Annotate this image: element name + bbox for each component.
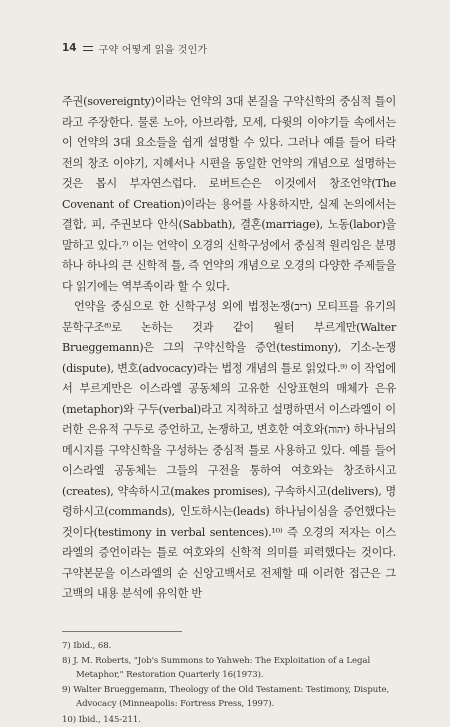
footnote-10: 10) Ibid., 145-211. xyxy=(62,714,141,725)
footnotes xyxy=(62,639,396,727)
header-separator-icon xyxy=(83,46,93,51)
page-number: 14 xyxy=(62,42,77,54)
book-title: 구약 어떻게 읽을 것인가 xyxy=(98,44,208,56)
paragraph-2: 언약을 중심으로 한 신학구성 외에 법정논쟁(ריב) 모티프를 유기의 문학구조⁸⁾로 논하는 것과 같이 월터 부르게만(Walter Brueggemann)은 그의 구약신학을 증언(testimony), 기소-논쟁(dispute), 변호(advocacy)라는 법정 개념의 틀로 읽었다.⁹⁾ 이 작업에서 부르게만은 이스라엘 공동체의 고유한 신앙표현의 매체가 은유(metaphor)와 구두(verbal)라고 지적하고 설명하면서 이스라엘이 이러한 은유적 구두로 증언하고, 논쟁하고, 변호한 여호와(יהוה) 하나님의 메시지를 구약신학을 구성하는 중심적 틀로 사용하고 있다. 예를 들어 이스라엘 공동체는 그들의 구전을 통하여 여호와는 창조하시고(creates), 약속하시고(makes promises), 구속하시고(delivers), 명령하시고(commands), 인도하시는(leads) 하나님이심을 증언했다는 것이다(testimony in verbal sentences).¹⁰⁾ 즉 오경의 저자는 이스라엘의 증언이라는 틀로 여호와의 신학적 의미를 피력했다는 것이다. 구약본문을 이스라엘의 순 신앙고백서로 전제할 때 이러한 접근은 그 고백의 내용 분석에 유익한 반 xyxy=(62,300,396,600)
footnote-9: 9) Walter Brueggemann, Theology of the Old Testament: Testimony, Dispute, Advocacy (Minneapolis: Fortress Press, 1997). xyxy=(62,685,390,710)
paragraph-1: 주권(sovereignty)이라는 언약의 3대 본질을 구약신학의 중심적 틀이라고 주장한다. 물론 노아, 아브라함, 모세, 다윗의 이야기들 속에서는 이 언약의 3대 요소들을 쉽게 설명할 수 있다. 그러나 예를 들어 타락 전의 창조 이야기, 지혜서나 시편을 동일한 언약의 개념으로 설명하는 것은 몹시 부자연스럽다. 로버트슨은 이것에서 창조언약(The Covenant of Creation)이라는 용어를 사용하지만, 실제 논의에서는 결합, 피, 주권보다 안식(Sabbath), 결혼(marriage), 노동(labor)을 말하고 있다.⁷⁾ 이는 언약이 오경의 신학구성에서 중심적 원리임은 분명하나 하나의 큰 신학적 틀, 즉 언약의 개념으로 오경의 다양한 주제들을 다 읽기에는 역부족이라 할 수 있다. xyxy=(62,95,396,293)
footnote-divider xyxy=(62,631,182,632)
footnote-7: 7) Ibid., 68. xyxy=(62,640,112,651)
body-text xyxy=(62,92,396,605)
running-header xyxy=(62,40,396,56)
footnote-8: 8) J. M. Roberts, "Job's Summons to Yahweh: The Exploitation of a Legal Metaphor," Restoration Quarterly 16(1973). xyxy=(62,655,371,680)
